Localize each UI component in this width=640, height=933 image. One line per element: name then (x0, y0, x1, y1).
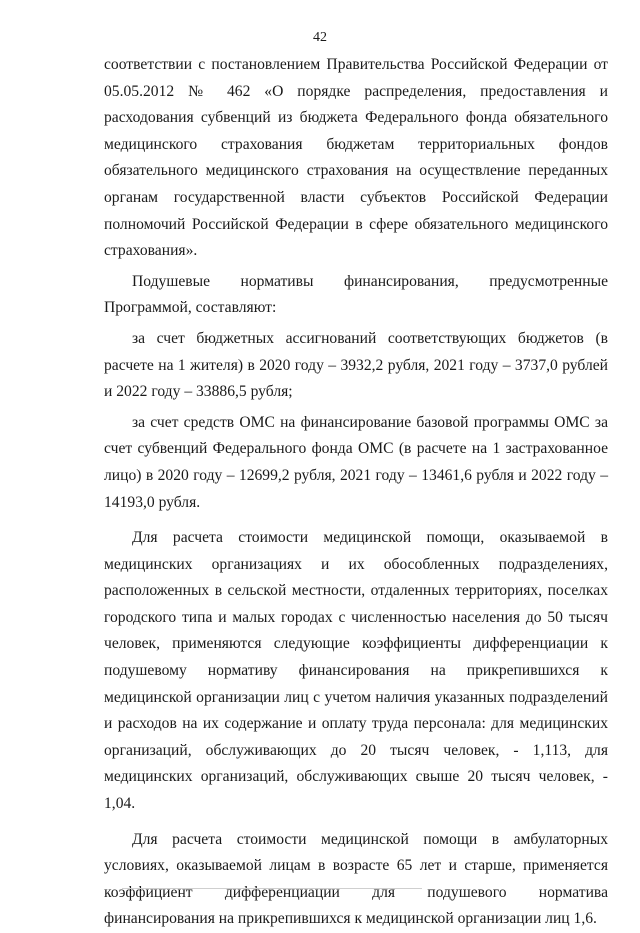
document-body (104, 52, 608, 933)
paragraph-budget-allocations: за счет бюджетных ассигнований соответствующих бюджетов (в расчете на 1 жителя) в 2020 году – 3932,2 рубля, 2021 году – 3737,0 рублей и 2022 году – 33886,5 рубля; (104, 329, 608, 401)
paragraph-oms-funds: за счет средств ОМС на финансирование базовой программы ОМС за счет субвенций Федерального фонда ОМС (в расчете на 1 застрахованное лицо) в 2020 году – 12699,2 рубля, 2021 году – 13461,6 рубля и 2022 году – 14193,0 рубля. (104, 413, 608, 511)
paragraph-normatives-intro: Подушевые нормативы финансирования, предусмотренные Программой, составляют: (104, 272, 608, 317)
paragraph-elderly-coefficient: Для расчета стоимости медицинской помощи в амбулаторных условиях, оказываемой лицам в возрасте 65 лет и старше, применяется коэффициент дифференциации для подушевого норматива финансирования на прикрепившихся к медицинской организации лиц 1,6. (104, 830, 608, 928)
paragraph-differentiation-coefficients: Для расчета стоимости медицинской помощи, оказываемой в медицинских организациях и их обособленных подразделениях, расположенных в сельской местности, отдаленных территориях, поселках городского типа и малых городах с численностью населения до 50 тысяч человек, применяются следующие коэффициенты дифференциации к подушевому нормативу финансирования на прикрепившихся к медицинской организации лиц с учетом наличия указанных подразделений и расходов на их содержание и оплату труда персонала: для медицинских организаций, обслуживающих до 20 тысяч человек, - 1,113, для медицинских организаций, обслуживающих свыше 20 тысяч человек, - 1,04. (104, 529, 608, 813)
paragraph-continuation: соответствии с постановлением Правительства Российской Федерации от 05.05.2012 № 462 «О порядке распределения, предоставления и расходования субвенций из бюджета Федерального фонда обязательного медицинского страхования бюджетам территориальных фондов обязательного медицинского страхования на осуществление переданных органам государственной власти субъектов Российской Федерации полномочий Российской Федерации в сфере обязательного медицинского страхования». (104, 56, 608, 260)
footer-divider (122, 888, 422, 889)
page-number: 42 (313, 30, 327, 45)
